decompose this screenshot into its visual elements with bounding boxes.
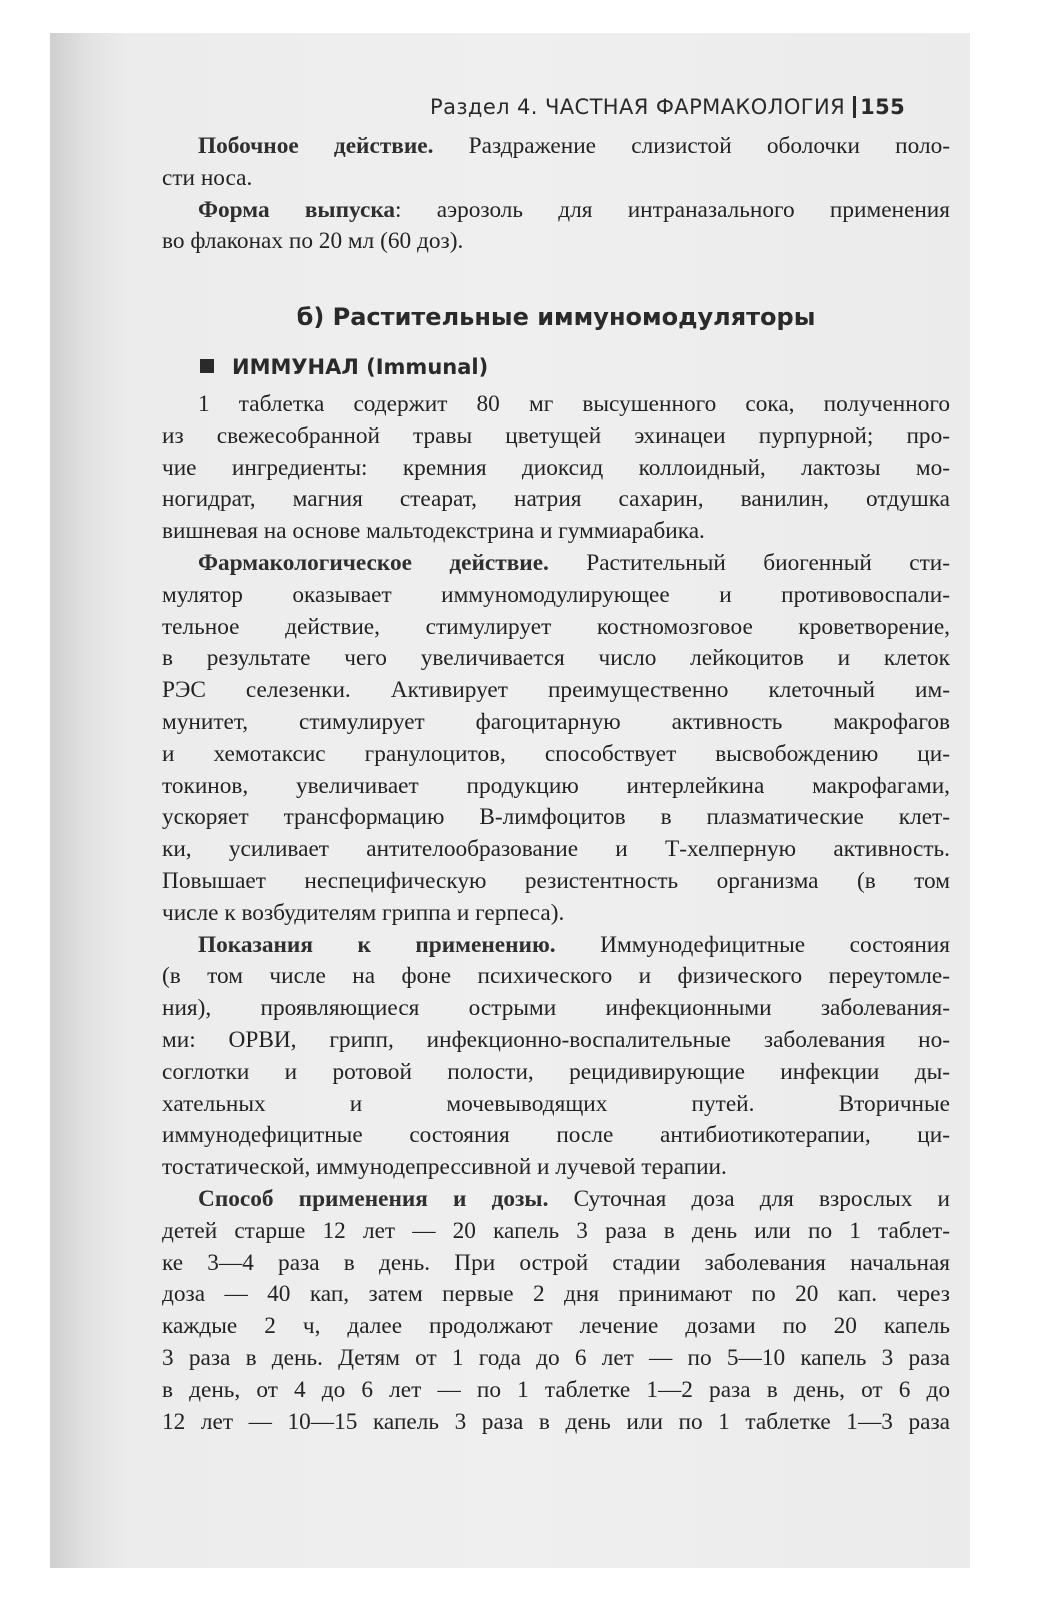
text-line: ми: ОРВИ, грипп, инфекционно-воспалительные заболевания но- [162,1026,950,1053]
field-text: сти носа. [162,164,253,191]
drug-description [162,389,950,1438]
text-line: Способ применения и дозы. Суточная доза для взрослых и [198,1185,950,1212]
text-line: мунитет, стимулирует фагоцитарную активность макрофагов [162,708,950,735]
field-label: Способ применения и дозы. [198,1185,549,1212]
text-line: в день, от 4 до 6 лет — по 1 таблетке 1—2 раза в день, от 6 до [162,1376,950,1403]
text-line: тельное действие, стимулирует костномозговое кроветворение, [162,613,950,640]
text-line: токинов, увеличивает продукцию интерлейкина макрофагами, [162,772,950,799]
text-line [162,163,950,195]
text-line: мулятор оказывает иммуномодулирующее и противовоспали- [162,581,950,608]
text-line: Фармакологическое действие. Растительный биогенный сти- [198,549,950,576]
text-line: детей старше 12 лет — 20 капель 3 раза в день или по 1 таблет- [162,1217,950,1244]
text-line: 12 лет — 10—15 капель 3 раза в день или по 1 таблетке 1—3 раза [162,1408,950,1435]
field-label: Показания к применению. [198,931,556,958]
text-line: тостатической, иммунодепрессивной и лучевой терапии. [162,1154,727,1181]
text-line: соглотки и ротовой полости, рецидивирующие инфекции ды- [162,1058,950,1085]
text-line: чие ингредиенты: кремния диоксид коллоидный, лактозы мо- [162,454,950,481]
text-line: и хемотаксис гранулоцитов, способствует высвобождению ци- [162,740,950,767]
text-line: вишневая на основе мальтодекстрина и гуммиарабика. [162,518,705,545]
text-line: ускоряет трансформацию В-лимфоцитов в плазматические клет- [162,804,950,831]
text-line: 1 таблетка содержит 80 мг высушенного сока, полученного [198,391,950,417]
running-header [430,95,955,119]
field-label: Фармакологическое действие. [198,549,549,576]
text-line: доза — 40 кап, затем первые 2 дня принимают по 20 кап. через [162,1281,950,1308]
text-line: ногидрат, магния стеарат, натрия сахарин, ванилин, отдушка [162,486,950,513]
text-line: хательных и мочевыводящих путей. Вторичные [162,1090,950,1117]
text-line: Показания к применению. Иммунодефицитные состояния [198,931,950,958]
text-line: 3 раза в день. Детям от 1 года до 6 лет — по 5—10 капель 3 раза [162,1344,950,1371]
text-line: в результате чего увеличивается число лейкоцитов и клеток [162,645,950,672]
text-line [162,131,950,163]
section-heading: б) Растительные иммуномодуляторы [296,303,816,331]
text-line: (в том числе на фоне психического и физического переутомле- [162,963,950,990]
field-text: : аэрозоль для интраназального применения [395,196,950,223]
text-line: каждые 2 ч, далее продолжают лечение дозами по 20 капель [162,1313,950,1340]
field-label: Форма выпуска [198,196,396,223]
text-line: ке 3—4 раза в день. При острой стадии заболевания начальная [162,1249,950,1276]
field-text: Раздражение слизистой оболочки поло- [433,133,950,159]
text-line: РЭС селезенки. Активирует преимущественно клеточный им- [162,677,950,704]
text-line [162,226,950,258]
running-title: Раздел 4. ЧАСТНАЯ ФАРМАКОЛОГИЯ [430,95,846,119]
field-text: во флаконах по 20 мл (60 доз). [162,228,464,255]
drug-name: ИММУНАЛ (Immunal) [232,355,489,379]
bullet-square-icon [200,359,214,373]
header-divider [853,96,856,118]
drug-title [200,355,488,379]
book-page [50,33,970,1568]
page-number: 155 [860,95,906,119]
text-line: ки, усиливает антителообразование и Т-хелперную активность. [162,836,950,863]
text-line: из свежесобранной травы цветущей эхинацеи пурпурной; про- [162,422,950,449]
side-effects-block [162,131,950,258]
text-line: Повышает неспецифическую резистентность организма (в том [162,867,950,894]
text-line: ния), проявляющиеся острыми инфекционными заболевания- [162,995,950,1022]
text-line: иммунодефицитные состояния после антибиотикотерапии, ци- [162,1122,950,1149]
text-line [162,195,950,227]
text-line: числе к возбудителям гриппа и герпеса). [162,899,565,926]
field-label: Побочное действие. [198,133,434,159]
